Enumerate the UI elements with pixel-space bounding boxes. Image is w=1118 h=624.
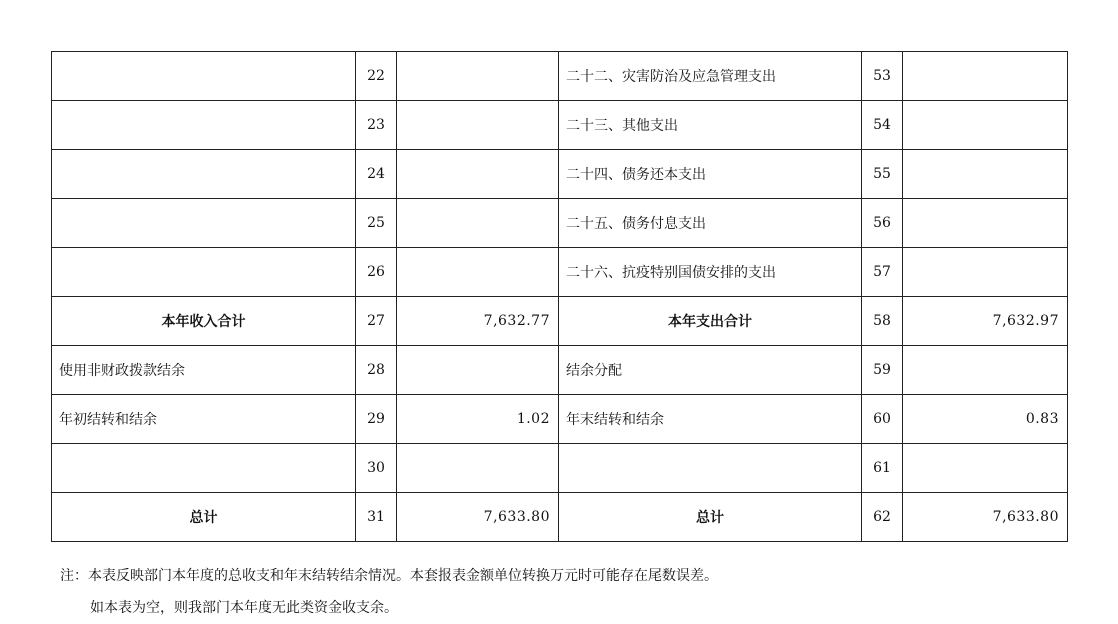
expense-label-cell: 二十三、其他支出 (559, 101, 862, 150)
income-label-cell (52, 248, 356, 297)
income-amount-cell (397, 248, 559, 297)
table-row (52, 199, 1068, 248)
income-label-cell: 本年收入合计 (52, 297, 356, 346)
expense-label-cell: 总计 (559, 493, 862, 542)
expense-row-number-cell: 56 (862, 199, 903, 248)
income-amount-cell (397, 199, 559, 248)
income-label-cell (52, 101, 356, 150)
income-amount-cell (397, 444, 559, 493)
income-amount-cell: 7,632.77 (397, 297, 559, 346)
expense-row-number-cell: 61 (862, 444, 903, 493)
income-row-number-cell: 28 (356, 346, 397, 395)
table-row (52, 150, 1068, 199)
income-amount-cell (397, 346, 559, 395)
income-amount-cell (397, 150, 559, 199)
income-row-number-cell: 22 (356, 52, 397, 101)
table-row (52, 346, 1068, 395)
table-row (52, 297, 1068, 346)
expense-label-cell: 年末结转和结余 (559, 395, 862, 444)
expense-amount-cell (903, 150, 1068, 199)
income-row-number-cell: 23 (356, 101, 397, 150)
expense-label-cell: 结余分配 (559, 346, 862, 395)
income-row-number-cell: 30 (356, 444, 397, 493)
expense-amount-cell: 0.83 (903, 395, 1068, 444)
table-row (52, 101, 1068, 150)
income-amount-cell: 7,633.80 (397, 493, 559, 542)
expense-row-number-cell: 60 (862, 395, 903, 444)
table-row (52, 52, 1068, 101)
table-note-empty: 如本表为空，则我部门本年度无此类资金收支余。 (90, 600, 398, 616)
income-amount-cell (397, 101, 559, 150)
expense-label-cell (559, 444, 862, 493)
income-label-cell (52, 52, 356, 101)
income-label-cell: 年初结转和结余 (52, 395, 356, 444)
table-row (52, 248, 1068, 297)
table-row (52, 395, 1068, 444)
income-row-number-cell: 29 (356, 395, 397, 444)
expense-row-number-cell: 54 (862, 101, 903, 150)
expense-row-number-cell: 55 (862, 150, 903, 199)
expense-amount-cell (903, 248, 1068, 297)
expense-label-cell: 二十二、灾害防治及应急管理支出 (559, 52, 862, 101)
income-label-cell: 总计 (52, 493, 356, 542)
income-label-cell (52, 444, 356, 493)
expense-amount-cell (903, 444, 1068, 493)
income-row-number-cell: 24 (356, 150, 397, 199)
expense-amount-cell: 7,633.80 (903, 493, 1068, 542)
expense-amount-cell (903, 199, 1068, 248)
expense-row-number-cell: 53 (862, 52, 903, 101)
expense-row-number-cell: 62 (862, 493, 903, 542)
income-label-cell (52, 150, 356, 199)
expense-row-number-cell: 57 (862, 248, 903, 297)
table-row (52, 493, 1068, 542)
expense-label-cell: 二十五、债务付息支出 (559, 199, 862, 248)
expense-amount-cell (903, 346, 1068, 395)
expense-amount-cell (903, 101, 1068, 150)
income-amount-cell: 1.02 (397, 395, 559, 444)
expense-row-number-cell: 58 (862, 297, 903, 346)
income-row-number-cell: 26 (356, 248, 397, 297)
budget-summary-table (51, 51, 1068, 542)
income-amount-cell (397, 52, 559, 101)
income-row-number-cell: 27 (356, 297, 397, 346)
expense-amount-cell: 7,632.97 (903, 297, 1068, 346)
expense-row-number-cell: 59 (862, 346, 903, 395)
income-label-cell (52, 199, 356, 248)
expense-amount-cell (903, 52, 1068, 101)
table-row (52, 444, 1068, 493)
income-label-cell: 使用非财政拨款结余 (52, 346, 356, 395)
expense-label-cell: 本年支出合计 (559, 297, 862, 346)
table-note: 注：本表反映部门本年度的总收支和年末结转结余情况。本套报表金额单位转换万元时可能存在尾数误差。 (60, 568, 718, 584)
expense-label-cell: 二十六、抗疫特别国债安排的支出 (559, 248, 862, 297)
income-row-number-cell: 31 (356, 493, 397, 542)
income-row-number-cell: 25 (356, 199, 397, 248)
expense-label-cell: 二十四、债务还本支出 (559, 150, 862, 199)
